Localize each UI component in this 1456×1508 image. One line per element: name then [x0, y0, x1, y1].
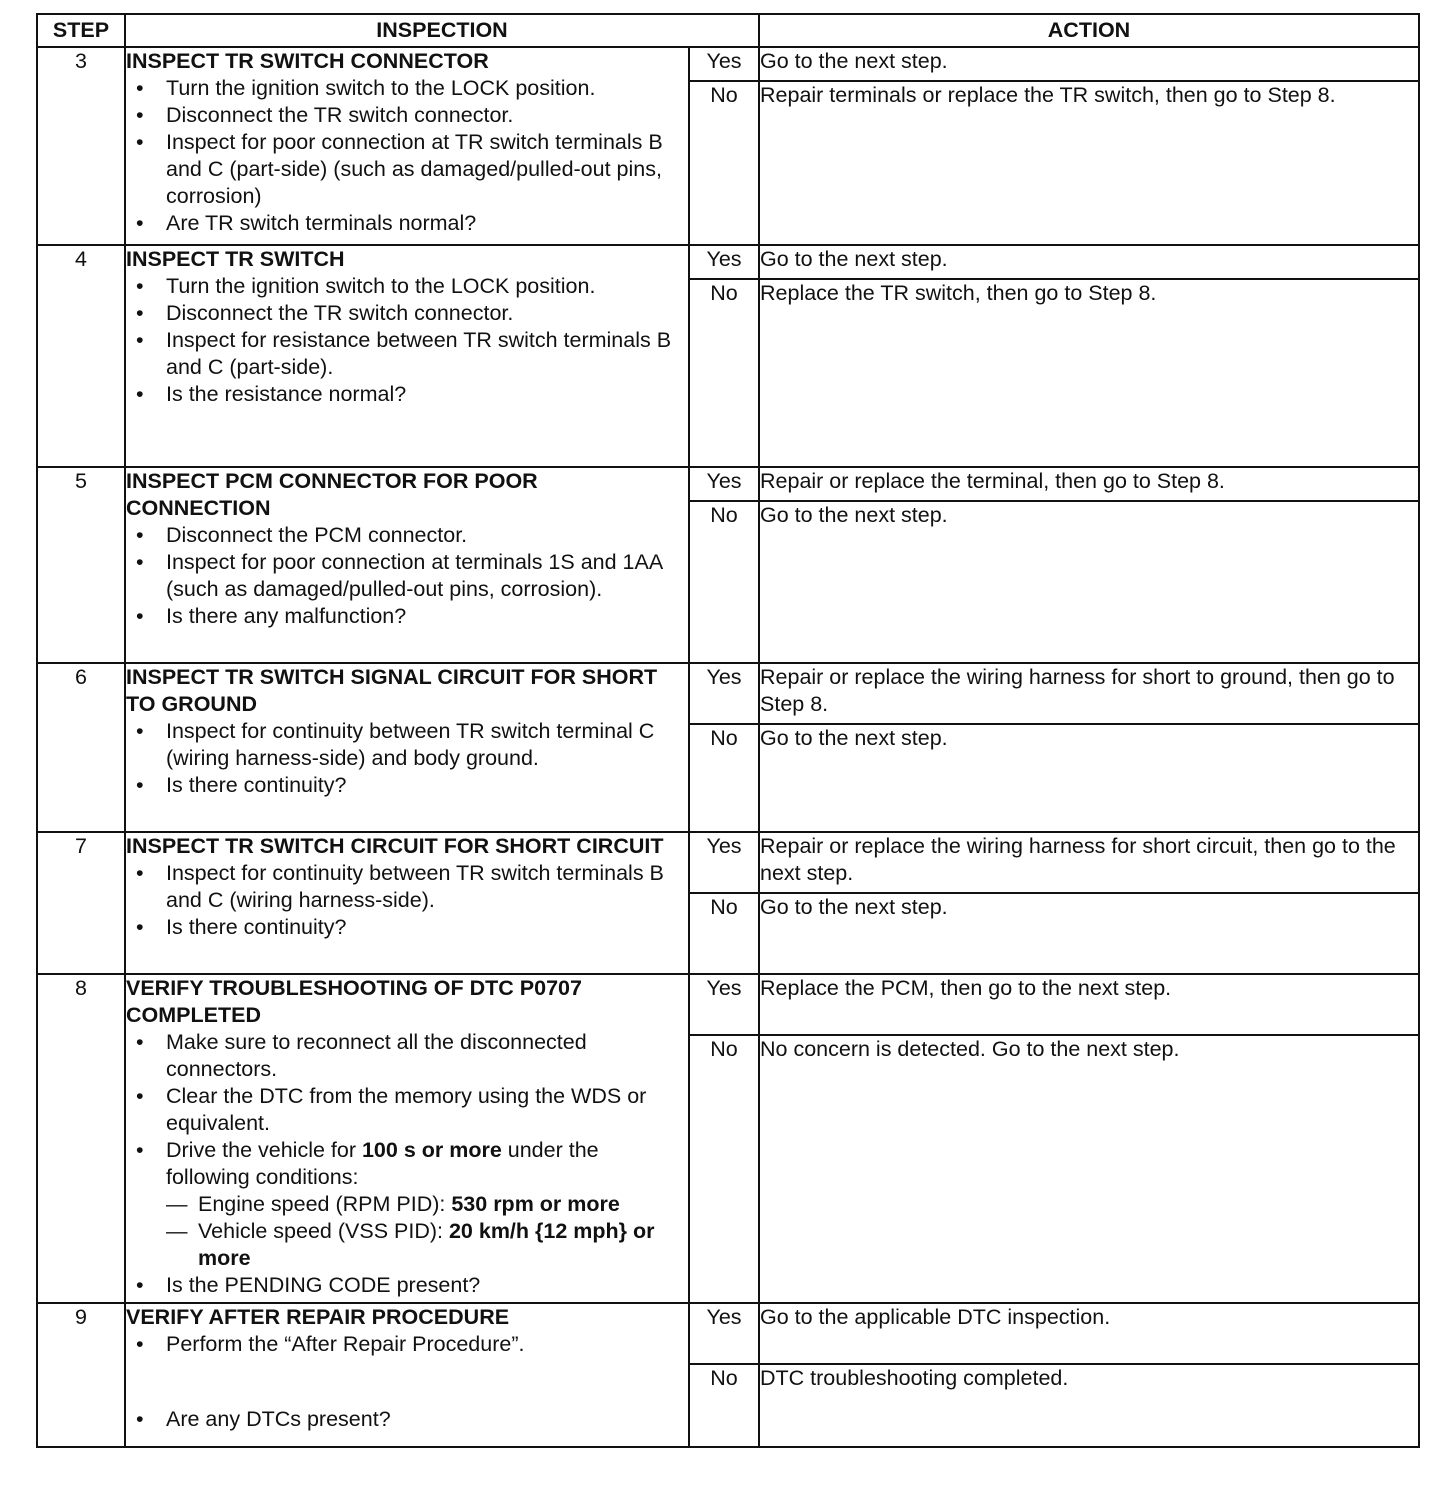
condition-value: 530 rpm or more [451, 1192, 620, 1216]
dash-mark: — [166, 1219, 188, 1243]
step-5-yes-row [37, 467, 1419, 501]
bullet-item: • Perform the “After Repair Procedure”. [126, 1331, 688, 1358]
no-action: Replace the TR switch, then go to Step 8. [759, 279, 1419, 467]
bullet-item: • Is the resistance normal? [126, 381, 688, 408]
yes-label: Yes [689, 1303, 759, 1364]
inspection-cell [125, 47, 689, 245]
condition-value: 20 km/h {12 mph} or more [198, 1219, 655, 1270]
step-number: 4 [37, 245, 125, 467]
no-action: Go to the next step. [759, 724, 1419, 832]
yes-action: Go to the applicable DTC inspection. [759, 1303, 1419, 1364]
step-number: 6 [37, 663, 125, 832]
no-label: No [689, 501, 759, 663]
step-number: 8 [37, 974, 125, 1303]
inspection-cell [125, 832, 689, 974]
inspection-bullets [126, 1331, 688, 1433]
step-6-yes-row [37, 663, 1419, 724]
drive-text: Drive the vehicle for [166, 1138, 362, 1162]
no-action: Go to the next step. [759, 893, 1419, 974]
inspection-cell [125, 245, 689, 467]
condition-label: Vehicle speed (VSS PID): [198, 1219, 449, 1243]
bullet-item: • Disconnect the TR switch connector. [126, 102, 688, 129]
inspection-title: VERIFY TROUBLESHOOTING OF DTC P0707 COMPLETED [126, 976, 582, 1027]
no-label: No [689, 724, 759, 832]
drive-text-post: under the following conditions: [166, 1138, 599, 1189]
bullet-item: • Inspect for resistance between TR switch terminals B and C (part-side). [126, 327, 688, 381]
inspection-title: INSPECT TR SWITCH SIGNAL CIRCUIT FOR SHORT TO GROUND [126, 665, 658, 716]
table-header-row [37, 14, 1419, 47]
header-step: STEP [37, 14, 125, 47]
bullet-item: • Make sure to reconnect all the disconnected connectors. [126, 1029, 688, 1083]
no-label: No [689, 279, 759, 467]
bullet-item: • Is the PENDING CODE present? [126, 1272, 688, 1299]
inspection-title: INSPECT TR SWITCH CIRCUIT FOR SHORT CIRCUIT [126, 834, 664, 858]
bullet-item: • Inspect for poor connection at terminals 1S and 1AA (such as damaged/pulled-out pins, corrosion). [126, 549, 688, 603]
bullet-item: • Clear the DTC from the memory using the WDS or equivalent. [126, 1083, 688, 1137]
inspection-bullets [126, 860, 688, 941]
no-label: No [689, 1035, 759, 1303]
bullet-item: • Inspect for continuity between TR switch terminal C (wiring harness-side) and body ground. [126, 718, 688, 772]
no-label: No [689, 81, 759, 245]
bullet-item: • Are any DTCs present? [126, 1406, 688, 1433]
inspection-cell [125, 663, 689, 832]
bullet-item: • Turn the ignition switch to the LOCK position. [126, 75, 688, 102]
step-3-yes-row [37, 47, 1419, 81]
no-action: No concern is detected. Go to the next step. [759, 1035, 1419, 1303]
bullet-item: • Are TR switch terminals normal? [126, 210, 688, 237]
inspection-title: INSPECT TR SWITCH [126, 247, 345, 271]
yes-label: Yes [689, 47, 759, 81]
step-9-yes-row [37, 1303, 1419, 1364]
inspection-bullets [126, 522, 688, 630]
yes-action: Go to the next step. [759, 245, 1419, 279]
dtc-inspection-table [36, 13, 1420, 1448]
inspection-title: INSPECT PCM CONNECTOR FOR POOR CONNECTION [126, 469, 538, 520]
step-8-yes-row [37, 974, 1419, 1035]
inspection-bullets [126, 1029, 688, 1299]
yes-label: Yes [689, 467, 759, 501]
inspection-bullets [126, 273, 688, 408]
yes-action: Go to the next step. [759, 47, 1419, 81]
bullet-item: • Is there continuity? [126, 772, 688, 799]
bullet-item: • Disconnect the PCM connector. [126, 522, 688, 549]
no-action: Go to the next step. [759, 501, 1419, 663]
yes-action: Replace the PCM, then go to the next step. [759, 974, 1419, 1035]
no-label: No [689, 893, 759, 974]
yes-label: Yes [689, 245, 759, 279]
yes-label: Yes [689, 663, 759, 724]
dash-mark: — [166, 1192, 188, 1216]
bullet-item: • Is there any malfunction? [126, 603, 688, 630]
bullet-item: • Is there continuity? [126, 914, 688, 941]
header-action: ACTION [759, 14, 1419, 47]
step-7-yes-row [37, 832, 1419, 893]
drive-duration: 100 s or more [361, 1138, 502, 1162]
step-number: 7 [37, 832, 125, 974]
yes-action: Repair or replace the wiring harness for short circuit, then go to the next step. [759, 832, 1419, 893]
yes-label: Yes [689, 832, 759, 893]
header-inspection: INSPECTION [125, 14, 759, 47]
bullet-item-drive [126, 1137, 688, 1272]
bullet-item: • Turn the ignition switch to the LOCK position. [126, 273, 688, 300]
inspection-cell [125, 467, 689, 663]
inspection-title: INSPECT TR SWITCH CONNECTOR [126, 49, 489, 73]
yes-label: Yes [689, 974, 759, 1035]
step-number: 9 [37, 1303, 125, 1447]
step-number: 5 [37, 467, 125, 663]
condition-engine-speed [166, 1191, 688, 1218]
step-4-yes-row [37, 245, 1419, 279]
inspection-cell [125, 974, 689, 1303]
bullet-item: • Disconnect the TR switch connector. [126, 300, 688, 327]
step-number: 3 [37, 47, 125, 245]
yes-action: Repair or replace the terminal, then go to Step 8. [759, 467, 1419, 501]
inspection-bullets [126, 718, 688, 799]
no-action: DTC troubleshooting completed. [759, 1364, 1419, 1447]
yes-action: Repair or replace the wiring harness for short to ground, then go to Step 8. [759, 663, 1419, 724]
no-action: Repair terminals or replace the TR switch, then go to Step 8. [759, 81, 1419, 245]
bullet-item: • Inspect for continuity between TR switch terminals B and C (wiring harness-side). [126, 860, 688, 914]
inspection-cell [125, 1303, 689, 1447]
inspection-bullets [126, 75, 688, 237]
no-label: No [689, 1364, 759, 1447]
condition-label: Engine speed (RPM PID): [198, 1192, 452, 1216]
inspection-title: VERIFY AFTER REPAIR PROCEDURE [126, 1305, 510, 1329]
condition-vehicle-speed [166, 1218, 688, 1272]
spacer [126, 1358, 688, 1406]
bullet-item: • Inspect for poor connection at TR switch terminals B and C (part-side) (such as damaged/pulled-out pins, corrosion) [126, 129, 688, 210]
